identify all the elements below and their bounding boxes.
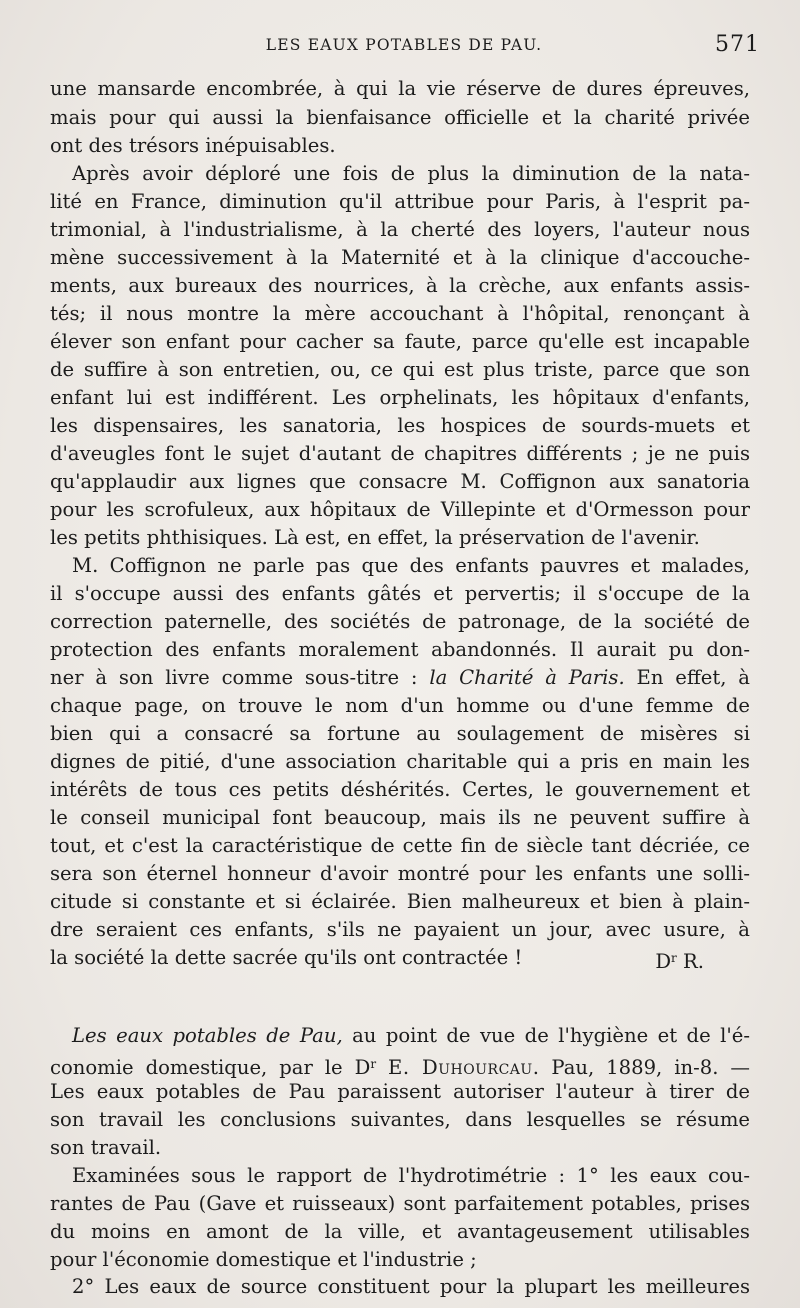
text-line: chaque page, on trouve le nom d'un homme ou d'une femme de xyxy=(50,694,750,717)
text-line-signature xyxy=(50,943,750,973)
text-line: intérêts de tous ces petits déshérités. Certes, le gouvernement et xyxy=(50,778,750,801)
text-line: Examinées sous le rapport de l'hydrotimétrie : 1° les eaux cou- xyxy=(72,1164,750,1187)
text-line: enfant lui est indifférent. Les orphelinats, les hôpitaux d'enfants, xyxy=(50,386,750,409)
review-citation-line: conomie domestique, par le $D^r$ E. Duhourcau. Pau, 1889, in-8. — xyxy=(50,1056,750,1079)
text-line: tout, et c'est la caractéristique de cette fin de siècle tant décriée, ce xyxy=(50,834,750,857)
running-title: LES EAUX POTABLES DE PAU. xyxy=(265,36,543,54)
text-line: lité en France, diminution qu'il attribue pour Paris, à l'esprit pa- xyxy=(50,190,750,213)
text-line: dre seraient ces enfants, s'ils ne payaient un jour, avec usure, à xyxy=(50,918,750,941)
text-line: ments, aux bureaux des nourrices, à la crèche, aux enfants assis- xyxy=(50,274,750,297)
text-line: ont des trésors inépuisables. xyxy=(50,134,336,157)
text-line: pour les scrofuleux, aux hôpitaux de Villepinte et d'Ormesson pour xyxy=(50,498,750,521)
text-line: mène successivement à la Maternité et à la clinique d'accouche- xyxy=(50,246,750,269)
text-line: d'aveugles font le sujet d'autant de chapitres différents ; je ne puis xyxy=(50,442,750,465)
text-line: les dispensaires, les sanatoria, les hospices de sourds-muets et xyxy=(50,414,750,437)
text-line: M. Coffignon ne parle pas que des enfants pauvres et malades, xyxy=(72,554,750,577)
text-line: Les eaux potables de Pau paraissent autoriser l'auteur à tirer de xyxy=(50,1080,750,1103)
italic-subtitle: la Charité à Paris. xyxy=(429,666,625,689)
text-line: une mansarde encombrée, à qui la vie réserve de dures épreuves, xyxy=(50,77,750,100)
text-line: Après avoir déploré une fois de plus la diminution de la nata- xyxy=(72,162,750,185)
text-line: bien qui a consacré sa fortune au soulagement de misères si xyxy=(50,722,750,745)
review-author: E. Duhourcau. xyxy=(388,1056,540,1079)
text-line: trimonial, à l'industrialisme, à la cherté des loyers, l'auteur nous xyxy=(50,218,750,241)
text-line: son travail. xyxy=(50,1136,162,1159)
text-segment: En effet, à xyxy=(636,666,750,689)
text-line: qu'applaudir aux lignes que consacre M. Coffignon aux sanatoria xyxy=(50,470,750,493)
text-line: dignes de pitié, d'une association charitable qui a pris en main les xyxy=(50,750,750,773)
text-line: pour l'économie domestique et l'industrie ; xyxy=(50,1248,477,1271)
text-line: sera son éternel honneur d'avoir montré pour les enfants une solli- xyxy=(50,862,750,885)
text-segment: au point de vue de l'hygiène et de l'é- xyxy=(352,1024,750,1047)
text-line: rantes de Pau (Gave et ruisseaux) sont parfaitement potables, prises xyxy=(50,1192,750,1215)
text-line: il s'occupe aussi des enfants gâtés et pervertis; il s'occupe de la xyxy=(50,582,750,605)
text-segment: ner à son livre comme sous-titre : xyxy=(50,666,418,689)
text-line-subtitle xyxy=(50,663,750,693)
text-line: tés; il nous montre la mère accouchant à l'hôpital, renonçant à xyxy=(50,302,750,325)
page-number: 571 xyxy=(715,32,760,57)
text-line: mais pour qui aussi la bienfaisance officielle et la charité privée xyxy=(50,106,750,129)
running-head xyxy=(48,32,760,66)
text-line: les petits phthisiques. Là est, en effet, la préservation de l'avenir. xyxy=(50,526,700,549)
text-line: 2° Les eaux de source constituent pour la plupart les meilleures xyxy=(72,1275,750,1298)
review-title-line xyxy=(72,1021,750,1051)
text-line: élever son enfant pour cacher sa faute, parce qu'elle est incapable xyxy=(50,330,750,353)
text-line: correction paternelle, des sociétés de patronage, de la société de xyxy=(50,610,750,633)
text-line: citude si constante et si éclairée. Bien malheureux et bien à plain- xyxy=(50,890,750,913)
text-line: protection des enfants moralement abandonnés. Il aurait pu don- xyxy=(50,638,750,661)
text-line: de suffire à son entretien, ou, ce qui est plus triste, parce que son xyxy=(50,358,750,381)
text-line: du moins en amont de la ville, et avantageusement utilisables xyxy=(50,1220,750,1243)
text-line: le conseil municipal font beaucoup, mais ils ne peuvent suffire à xyxy=(50,806,750,829)
signature: $D^r$ R. xyxy=(655,950,704,973)
review-title: Les eaux potables de Pau, xyxy=(72,1024,343,1047)
text-line: son travail les conclusions suivantes, dans lesquelles se résume xyxy=(50,1108,750,1131)
text-segment: la société la dette sacrée qu'ils ont contractée ! xyxy=(50,946,523,969)
